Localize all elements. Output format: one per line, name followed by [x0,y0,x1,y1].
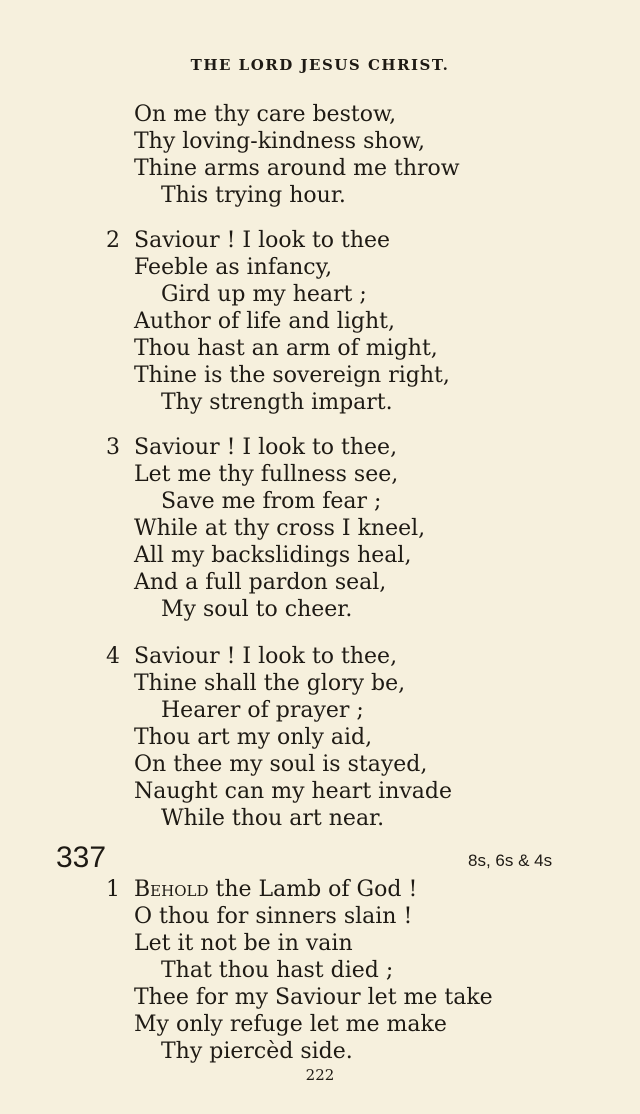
verse-line: While thou art near. [161,806,385,831]
verse-line: Hearer of prayer ; [161,698,364,723]
verse-line: Saviour ! I look to thee, [134,644,398,669]
verse-line: Thine arms around me throw [134,156,460,181]
first-line-rest: the Lamb of God ! [215,877,418,902]
verse-line: Saviour ! I look to thee, [134,435,398,460]
hymn-meter: 8s, 6s & 4s [468,851,553,870]
verse-line: My only refuge let me make [134,1012,447,1037]
verse-line: Naught can my heart invade [134,779,453,804]
verse-line: Author of life and light, [134,309,395,334]
verse-line: Save me from fear ; [161,489,382,514]
verse-line: Gird up my heart ; [161,282,367,307]
verse-line: O thou for sinners slain ! [134,904,413,929]
stanza-number: 3 [106,435,120,460]
verse-line [134,876,417,903]
verse-line: While at thy cross I kneel, [134,516,426,541]
verse-line: Thy loving-kindness show, [134,129,425,154]
verse-line: That thou hast died ; [161,958,394,983]
stanza-number: 4 [106,644,120,669]
verse-line: Thine is the sovereign right, [134,363,450,388]
verse-line: This trying hour. [161,183,346,208]
first-word: Behold [134,877,209,902]
stanza-number: 2 [106,228,120,253]
verse-line: Thy piercèd side. [161,1039,353,1064]
verse-line: All my backslidings heal, [134,543,412,568]
hymn-number: 337 [56,841,107,874]
verse-line: Thine shall the glory be, [134,671,406,696]
verse-line: Saviour ! I look to thee [134,228,391,253]
verse-line: Thee for my Saviour let me take [134,985,493,1010]
verse-line: Let me thy fullness see, [134,462,399,487]
verse-line: Let it not be in vain [134,931,353,956]
running-head: THE LORD JESUS CHRIST. [190,56,450,74]
page-number: 222 [305,1066,335,1084]
verse-line: On me thy care bestow, [134,102,397,127]
verse-line: On thee my soul is stayed, [134,752,428,777]
verse-line: Thou hast an arm of might, [134,336,438,361]
verse-line: And a full pardon seal, [134,570,387,595]
verse-line: Thou art my only aid, [134,725,373,750]
verse-line: Feeble as infancy, [134,255,333,280]
stanza-number: 1 [106,877,120,902]
verse-line: My soul to cheer. [161,597,353,622]
verse-line: Thy strength impart. [161,390,393,415]
